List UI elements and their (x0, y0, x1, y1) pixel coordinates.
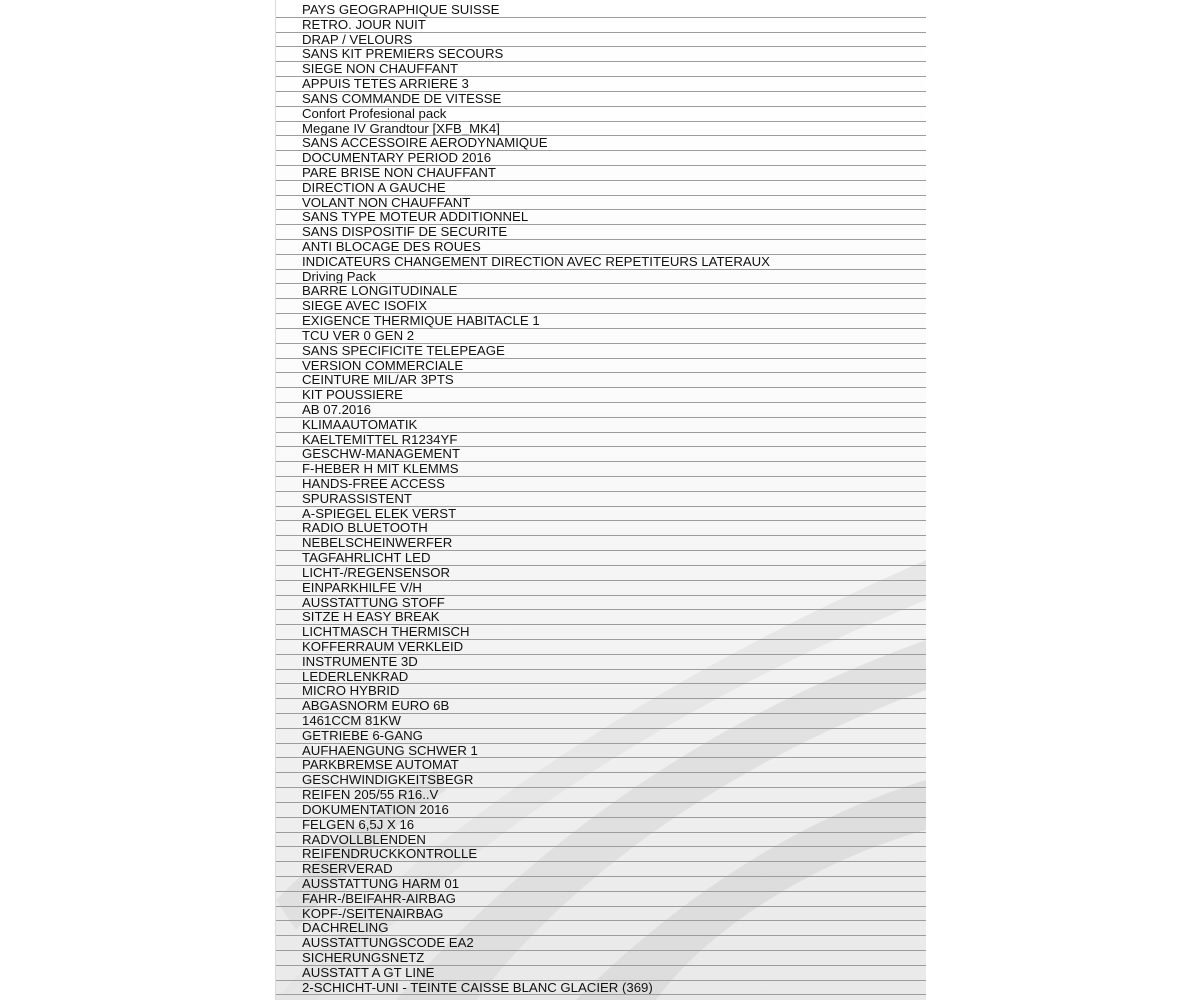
option-row: FELGEN 6,5J X 16 (276, 818, 926, 833)
option-row: SIEGE NON CHAUFFANT (276, 62, 926, 77)
option-row: MICRO HYBRID (276, 684, 926, 699)
option-row: KOFFERRAUM VERKLEID (276, 640, 926, 655)
option-row: PAYS GEOGRAPHIQUE SUISSE (276, 3, 926, 18)
option-row: EINPARKHILFE V/H (276, 581, 926, 596)
option-row: FAHR-/BEIFAHR-AIRBAG (276, 892, 926, 907)
option-row: SANS COMMANDE DE VITESSE (276, 92, 926, 107)
option-row: AUSSTATTUNG STOFF (276, 596, 926, 611)
option-row: Confort Profesional pack (276, 107, 926, 122)
option-row: APPUIS TETES ARRIERE 3 (276, 77, 926, 92)
option-row: RADIO BLUETOOTH (276, 521, 926, 536)
option-row: DOCUMENTARY PERIOD 2016 (276, 151, 926, 166)
option-row: 2-SCHICHT-UNI - TEINTE CAISSE BLANC GLACIER (369) (276, 981, 926, 996)
option-row: SANS TYPE MOTEUR ADDITIONNEL (276, 210, 926, 225)
option-row: RESERVERAD (276, 862, 926, 877)
option-row: 1461CCM 81KW (276, 714, 926, 729)
option-row: TAGFAHRLICHT LED (276, 551, 926, 566)
equipment-list-panel (275, 0, 926, 1000)
option-row: AUSSTATTUNGSCODE EA2 (276, 936, 926, 951)
option-row: LICHT-/REGENSENSOR (276, 566, 926, 581)
option-row: KOPF-/SEITENAIRBAG (276, 907, 926, 922)
option-row: DACHRELING (276, 921, 926, 936)
option-row: RADVOLLBLENDEN (276, 833, 926, 848)
option-row: KLIMAAUTOMATIK (276, 418, 926, 433)
option-row: AUFHAENGUNG SCHWER 1 (276, 744, 926, 759)
option-row: REIFENDRUCKKONTROLLE (276, 847, 926, 862)
option-row: DRAP / VELOURS (276, 33, 926, 48)
option-row: EXIGENCE THERMIQUE HABITACLE 1 (276, 314, 926, 329)
option-row: HANDS-FREE ACCESS (276, 477, 926, 492)
option-row: SICHERUNGSNETZ (276, 951, 926, 966)
option-row: ABGASNORM EURO 6B (276, 699, 926, 714)
option-row: LICHTMASCH THERMISCH (276, 625, 926, 640)
option-row: BARRE LONGITUDINALE (276, 284, 926, 299)
option-row: PARE BRISE NON CHAUFFANT (276, 166, 926, 181)
option-row: A-SPIEGEL ELEK VERST (276, 507, 926, 522)
option-row: LEDERLENKRAD (276, 670, 926, 685)
option-row: Driving Pack (276, 270, 926, 285)
option-row: ANTI BLOCAGE DES ROUES (276, 240, 926, 255)
option-row: GETRIEBE 6-GANG (276, 729, 926, 744)
option-row: SITZE H EASY BREAK (276, 610, 926, 625)
option-row: SANS KIT PREMIERS SECOURS (276, 47, 926, 62)
option-row: TCU VER 0 GEN 2 (276, 329, 926, 344)
option-row: INDICATEURS CHANGEMENT DIRECTION AVEC REPETITEURS LATERAUX (276, 255, 926, 270)
option-row: Megane IV Grandtour [XFB_MK4] (276, 122, 926, 137)
option-row: SANS SPECIFICITE TELEPEAGE (276, 344, 926, 359)
option-row: DOKUMENTATION 2016 (276, 803, 926, 818)
option-row: F-HEBER H MIT KLEMMS (276, 462, 926, 477)
equipment-option-list (276, 3, 926, 995)
option-row: RETRO. JOUR NUIT (276, 18, 926, 33)
option-row: DIRECTION A GAUCHE (276, 181, 926, 196)
option-row: AUSSTATTUNG HARM 01 (276, 877, 926, 892)
option-row: VERSION COMMERCIALE (276, 359, 926, 374)
option-row: PARKBREMSE AUTOMAT (276, 758, 926, 773)
option-row: REIFEN 205/55 R16..V (276, 788, 926, 803)
option-row: SPURASSISTENT (276, 492, 926, 507)
option-row: INSTRUMENTE 3D (276, 655, 926, 670)
option-row: GESCHWINDIGKEITSBEGR (276, 773, 926, 788)
option-row: AUSSTATT A GT LINE (276, 966, 926, 981)
option-row: KIT POUSSIERE (276, 388, 926, 403)
option-row: AB 07.2016 (276, 403, 926, 418)
option-row: CEINTURE MIL/AR 3PTS (276, 373, 926, 388)
option-row: SANS DISPOSITIF DE SECURITE (276, 225, 926, 240)
option-row: SANS ACCESSOIRE AERODYNAMIQUE (276, 136, 926, 151)
option-row: SIEGE AVEC ISOFIX (276, 299, 926, 314)
option-row: GESCHW-MANAGEMENT (276, 447, 926, 462)
option-row: NEBELSCHEINWERFER (276, 536, 926, 551)
option-row: VOLANT NON CHAUFFANT (276, 196, 926, 211)
option-row: KAELTEMITTEL R1234YF (276, 433, 926, 448)
